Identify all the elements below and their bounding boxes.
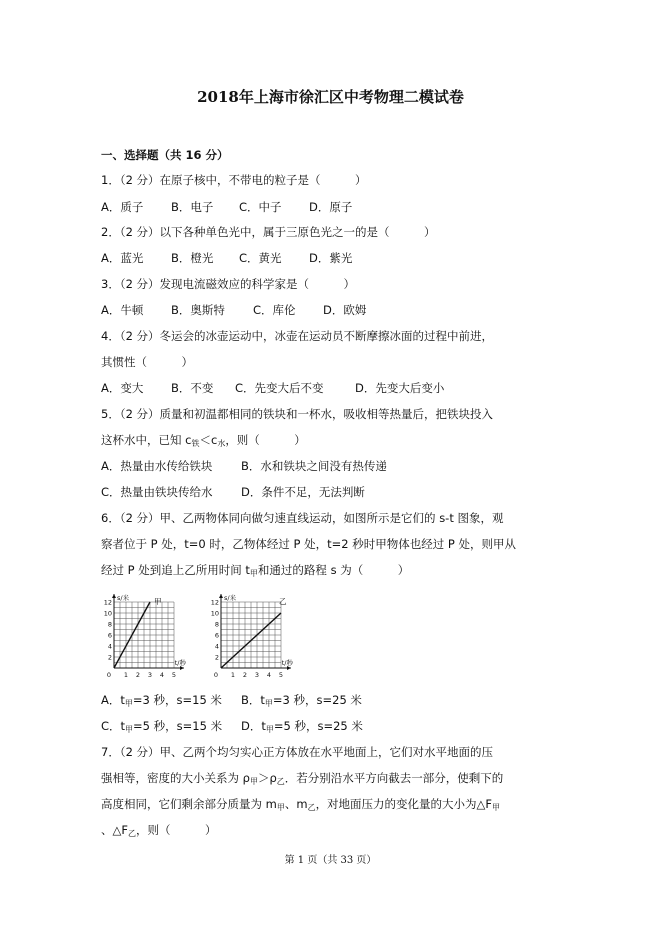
y-tick-label: 8 bbox=[107, 620, 112, 629]
question-2-stem: 2．（2 分）以下各种单色光中，属于三原色光之一的是（ ） bbox=[101, 225, 436, 239]
stem-text: ，则（ ） bbox=[225, 433, 306, 447]
x-tick-label: 5 bbox=[171, 671, 177, 679]
option-a: A．变大 bbox=[101, 381, 144, 395]
question-7-stem-line1: 7．（2 分）甲、乙两个均匀实心正方体放在水平地面上，它们对水平地面的压 bbox=[101, 745, 494, 759]
x-tick-label: 1 bbox=[123, 671, 129, 679]
x-tick-label: 0 bbox=[213, 671, 219, 679]
question-1-options bbox=[101, 199, 352, 215]
option-a: A．蓝光 bbox=[101, 251, 144, 265]
question-4-options bbox=[101, 380, 444, 396]
x-axis-label: t/秒 bbox=[174, 659, 186, 667]
x-tick-label: 4 bbox=[159, 671, 165, 679]
question-7-stem-line4: 、$\triangle F_乙$，则（ ） bbox=[101, 823, 217, 838]
y-tick-label: 4 bbox=[107, 642, 112, 651]
subscript-water: 水 bbox=[217, 439, 226, 448]
x-tick-label: 5 bbox=[278, 671, 284, 679]
option-d: D．紫光 bbox=[309, 251, 353, 265]
y-tick-label: 6 bbox=[107, 631, 112, 640]
x-axis-label: t/秒 bbox=[281, 659, 293, 667]
page-footer: 第 1 页（共 33 页） bbox=[284, 855, 377, 866]
question-5-options-row1 bbox=[101, 458, 387, 474]
x-tick-label: 4 bbox=[266, 671, 272, 679]
y-tick-label: 6 bbox=[214, 631, 219, 640]
x-tick-label: 3 bbox=[147, 671, 153, 679]
question-6-options-row2 bbox=[101, 718, 363, 738]
y-tick-label: 2 bbox=[214, 653, 219, 662]
st-graph-yi bbox=[207, 588, 309, 684]
question-6-stem-line2: 察者位于 P 处，t=0 时，乙物体经过 P 处，t=2 秒时甲物体也经过 P 处，则甲从 bbox=[101, 537, 516, 551]
question-6-stem-line3 bbox=[101, 562, 409, 582]
question-4-stem-line2: 其惯性（ ） bbox=[101, 355, 193, 369]
option-d: D．条件不足，无法判断 bbox=[241, 485, 365, 499]
y-tick-label: 12 bbox=[103, 598, 112, 607]
x-tick-label: 1 bbox=[230, 671, 236, 679]
y-tick-label: 12 bbox=[210, 598, 219, 607]
option-b: B．橙光 bbox=[171, 251, 214, 265]
stem-text: 和通过的路程 s 为（ ） bbox=[257, 563, 410, 577]
option-c: C．库伦 bbox=[253, 303, 296, 317]
y-axis-label: s/米 bbox=[224, 594, 237, 602]
question-3-stem: 3．（2 分）发现电流磁效应的科学家是（ ） bbox=[101, 277, 356, 291]
option-b: B．水和铁块之间没有热传递 bbox=[241, 459, 387, 473]
question-5-stem-line1: 5．（2 分）质量和初温都相同的铁块和一杯水，吸收相等热量后，把铁块投入 bbox=[101, 407, 494, 421]
page-title: 2018年上海市徐汇区中考物理二模试卷 bbox=[197, 88, 464, 106]
subscript-iron: 铁 bbox=[191, 439, 200, 448]
y-axis-arrow bbox=[112, 594, 116, 598]
section-heading: 一、选择题（共 16 分） bbox=[101, 148, 229, 162]
option-a: A．质子 bbox=[101, 200, 144, 214]
option-c: C．黄光 bbox=[239, 251, 282, 265]
x-tick-label: 3 bbox=[254, 671, 260, 679]
question-4-stem-line1: 4．（2 分）冬运会的冰壶运动中，冰壶在运动员不断摩擦冰面的过程中前进， bbox=[101, 329, 494, 343]
y-tick-label: 8 bbox=[214, 620, 219, 629]
x-tick-label: 2 bbox=[135, 671, 141, 679]
question-1-stem: 1．（2 分）在原子核中，不带电的粒子是（ ） bbox=[101, 173, 367, 187]
y-tick-label: 2 bbox=[107, 653, 112, 662]
question-2-options bbox=[101, 250, 352, 266]
option-b: B．奥斯特 bbox=[171, 303, 225, 317]
option-a: A．牛顿 bbox=[101, 303, 144, 317]
question-7-stem-line2: 强相等，密度的大小关系为 $\rho_甲>\rho_乙$．若分别沿水平方向截去一部分，使剩下的 bbox=[101, 771, 504, 786]
option-d: D．欧姆 bbox=[323, 303, 367, 317]
subscript-jia: 甲 bbox=[249, 569, 258, 578]
y-tick-label: 10 bbox=[103, 609, 112, 618]
less-than-c: ＜c bbox=[199, 433, 218, 447]
option-b: B．t甲=3 秒，s=25 米 bbox=[241, 693, 362, 708]
y-tick-label: 4 bbox=[214, 642, 219, 651]
option-d: D．原子 bbox=[309, 200, 353, 214]
question-7-stem-line3: 高度相同，它们剩余部分质量为 $m_甲$、$m_乙$，对地面压力的变化量的大小为$\triangle F_甲$ bbox=[101, 797, 501, 812]
series-label: 乙 bbox=[279, 597, 287, 606]
option-c: C．t甲=5 秒，s=15 米 bbox=[101, 719, 223, 734]
option-a: A．热量由水传给铁块 bbox=[101, 459, 213, 473]
option-d: D．先变大后变小 bbox=[355, 381, 445, 395]
question-6-options-row1 bbox=[101, 692, 362, 712]
question-5-options-row2 bbox=[101, 484, 365, 500]
option-d: D．t甲=5 秒，s=25 米 bbox=[241, 719, 363, 734]
y-axis-arrow bbox=[219, 594, 223, 598]
y-axis-label: s/米 bbox=[117, 594, 130, 602]
stem-text: 这杯水中，已知 c bbox=[101, 433, 192, 447]
question-5-stem-line2 bbox=[101, 432, 306, 452]
option-b: B．电子 bbox=[171, 200, 214, 214]
question-6-stem-line1: 6．（2 分）甲、乙两物体同向做匀速直线运动，如图所示是它们的 s-t 图象，观 bbox=[101, 511, 504, 525]
option-b: B．不变 bbox=[171, 381, 214, 395]
st-graph-jia bbox=[100, 588, 202, 684]
x-tick-label: 0 bbox=[106, 671, 112, 679]
stem-text: 经过 P 处到追上乙所用时间 t bbox=[101, 563, 250, 577]
option-c: C．热量由铁块传给水 bbox=[101, 485, 213, 499]
option-a: A．t甲=3 秒，s=15 米 bbox=[101, 693, 222, 708]
question-3-options bbox=[101, 302, 366, 318]
option-c: C．先变大后不变 bbox=[235, 381, 324, 395]
y-tick-label: 10 bbox=[210, 609, 219, 618]
x-tick-label: 2 bbox=[242, 671, 248, 679]
series-label: 甲 bbox=[154, 597, 162, 606]
option-c: C．中子 bbox=[239, 200, 282, 214]
